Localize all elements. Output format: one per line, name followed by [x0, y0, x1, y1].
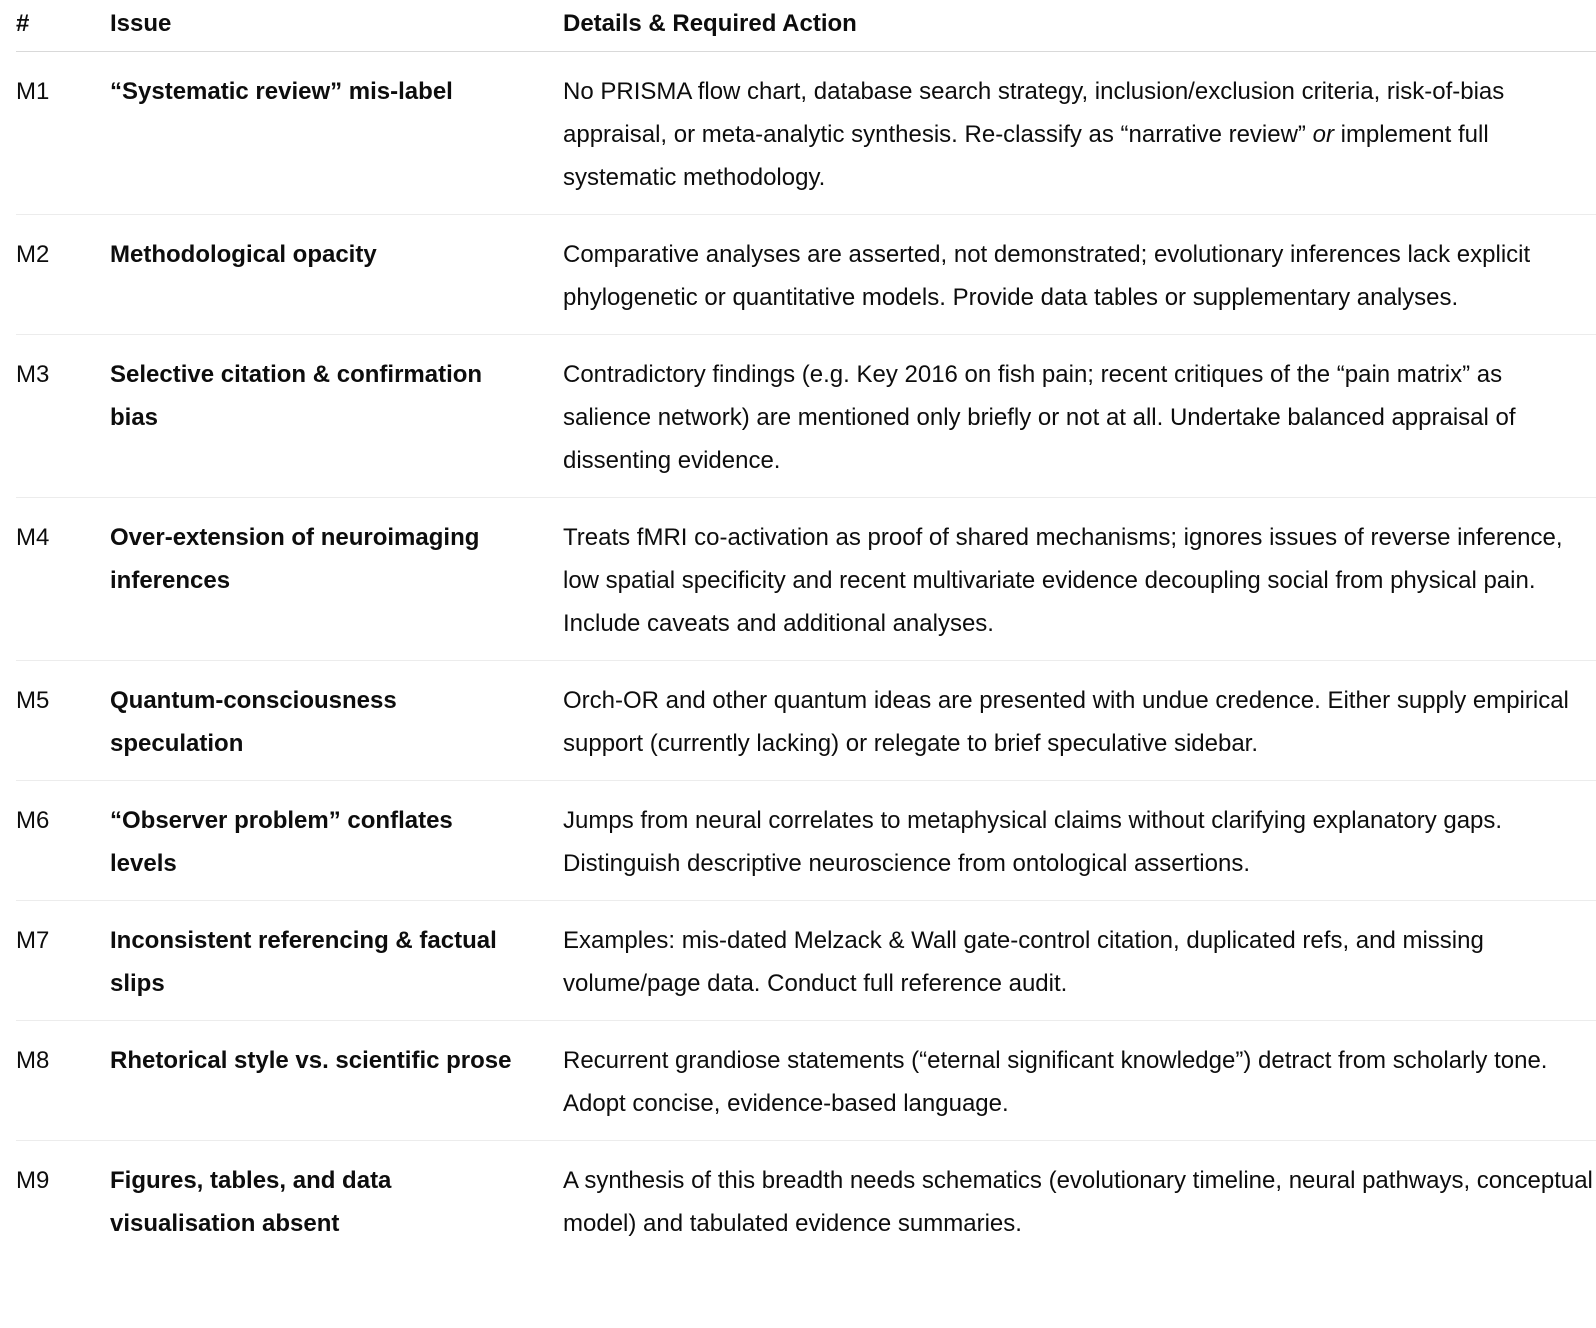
table-row [16, 661, 1596, 781]
row-id: M8 [16, 1021, 110, 1141]
row-issue: Over-extension of neuroimaging inferences [110, 498, 563, 661]
row-details-part-b: implement full systematic methodology. [563, 121, 1489, 191]
row-details: Orch-OR and other quantum ideas are presented with undue credence. Either supply empirical support (currently lacking) or relegate to brief speculative sidebar. [563, 661, 1596, 781]
row-issue: “Systematic review” mis-label [110, 52, 563, 215]
row-details-part-a: No PRISMA flow chart, database search strategy, inclusion/exclusion criteria, risk-of-bias appraisal, or meta-analytic synthesis. Re-classify as “narrative review” [563, 78, 1505, 148]
table-row [16, 1021, 1596, 1141]
row-details: Treats fMRI co-activation as proof of shared mechanisms; ignores issues of reverse inference, low spatial specificity and recent multivariate evidence decoupling social from physical pain. Include caveats and additional analyses. [563, 498, 1596, 661]
row-id: M3 [16, 335, 110, 498]
table-row [16, 52, 1596, 215]
row-id: M7 [16, 901, 110, 1021]
header-num: # [16, 0, 110, 52]
row-details: Examples: mis-dated Melzack & Wall gate-control citation, duplicated refs, and missing volume/page data. Conduct full reference audit. [563, 901, 1596, 1021]
table-row [16, 1141, 1596, 1261]
review-issues-table [16, 0, 1596, 1260]
row-issue: Quantum-consciousness speculation [110, 661, 563, 781]
row-details: Comparative analyses are asserted, not demonstrated; evolutionary inferences lack explicit phylogenetic or quantitative models. Provide data tables or supplementary analyses. [563, 215, 1596, 335]
row-id: M4 [16, 498, 110, 661]
row-details [563, 52, 1596, 215]
row-id: M5 [16, 661, 110, 781]
row-details-emphasis: or [1312, 121, 1334, 148]
table-row [16, 335, 1596, 498]
header-issue: Issue [110, 0, 563, 52]
row-issue: Figures, tables, and data visualisation absent [110, 1167, 392, 1237]
row-id: M1 [16, 52, 110, 215]
row-issue: Rhetorical style vs. scientific prose [110, 1021, 563, 1141]
row-issue: “Observer problem” conflates levels [110, 781, 563, 901]
row-issue: Selective citation & confirmation bias [110, 335, 563, 498]
row-id: M2 [16, 215, 110, 335]
table-row [16, 215, 1596, 335]
table-row [16, 901, 1596, 1021]
table-header [16, 0, 1596, 52]
header-details: Details & Required Action [563, 0, 1596, 52]
header-row [16, 0, 1596, 52]
table-body [16, 52, 1596, 1261]
table-row [16, 498, 1596, 661]
row-details: A synthesis of this breadth needs schematics (evolutionary timeline, neural pathways, conceptual model) and tabulated evidence summaries. [563, 1167, 1593, 1237]
row-id: M6 [16, 781, 110, 901]
table-row [16, 781, 1596, 901]
row-details: Jumps from neural correlates to metaphysical claims without clarifying explanatory gaps. Distinguish descriptive neuroscience from ontological assertions. [563, 781, 1596, 901]
row-issue: Methodological opacity [110, 215, 563, 335]
row-details: Recurrent grandiose statements (“eternal significant knowledge”) detract from scholarly tone. Adopt concise, evidence-based language. [563, 1021, 1596, 1141]
row-id: M9 [16, 1167, 50, 1194]
row-issue: Inconsistent referencing & factual slips [110, 901, 563, 1021]
row-details: Contradictory findings (e.g. Key 2016 on fish pain; recent critiques of the “pain matrix” as salience network) are mentioned only briefly or not at all. Undertake balanced appraisal of dissenting evidence. [563, 335, 1596, 498]
